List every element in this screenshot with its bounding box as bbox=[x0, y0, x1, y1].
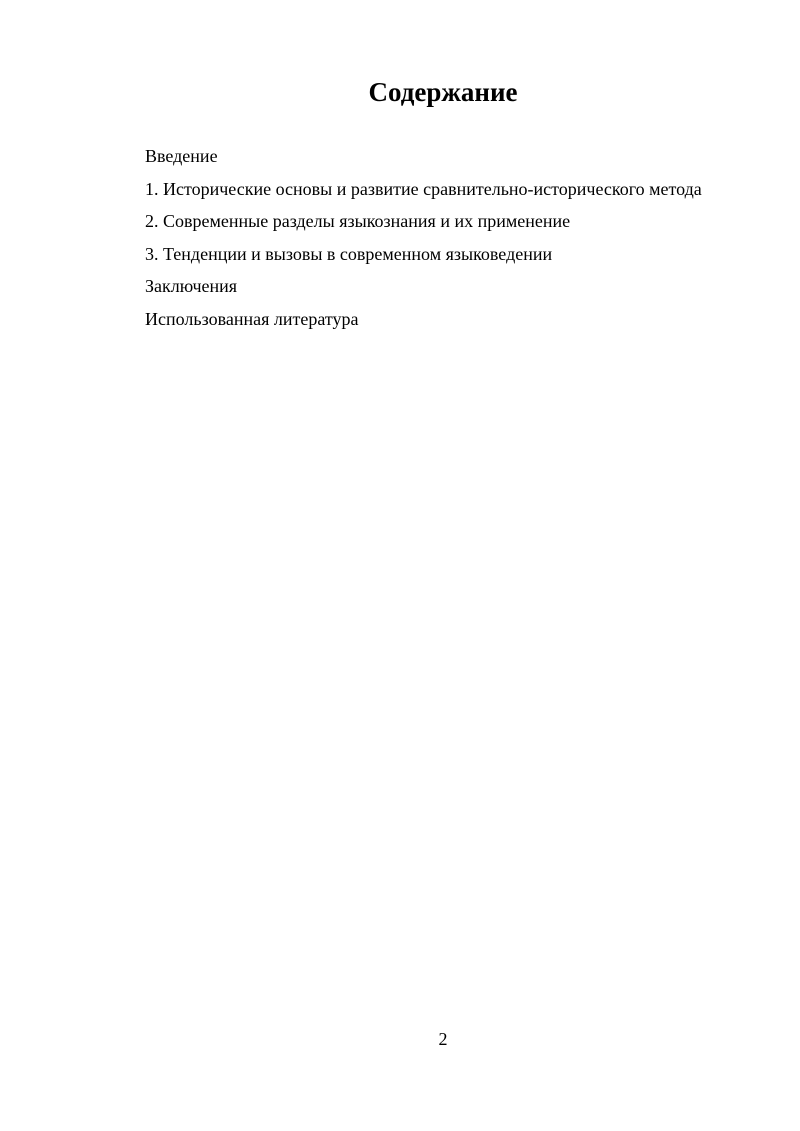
toc-item-introduction: Введение bbox=[145, 146, 218, 166]
toc-item-chapter-3: 3. Тенденции и вызовы в современном языковедении bbox=[145, 243, 553, 264]
toc-item-chapter-1: 1. Исторические основы и развитие сравнительно-исторического метода bbox=[145, 178, 702, 199]
title-container bbox=[145, 75, 741, 109]
toc-item-chapter-2: 2. Современные разделы языкознания и их применение bbox=[145, 211, 571, 232]
toc-item-conclusion: Заключения bbox=[145, 276, 238, 297]
page-title: Содержание bbox=[368, 77, 518, 107]
table-of-contents bbox=[145, 145, 765, 341]
toc-item-references: Использованная литература bbox=[145, 308, 359, 329]
page-number: 2 bbox=[438, 1029, 448, 1049]
